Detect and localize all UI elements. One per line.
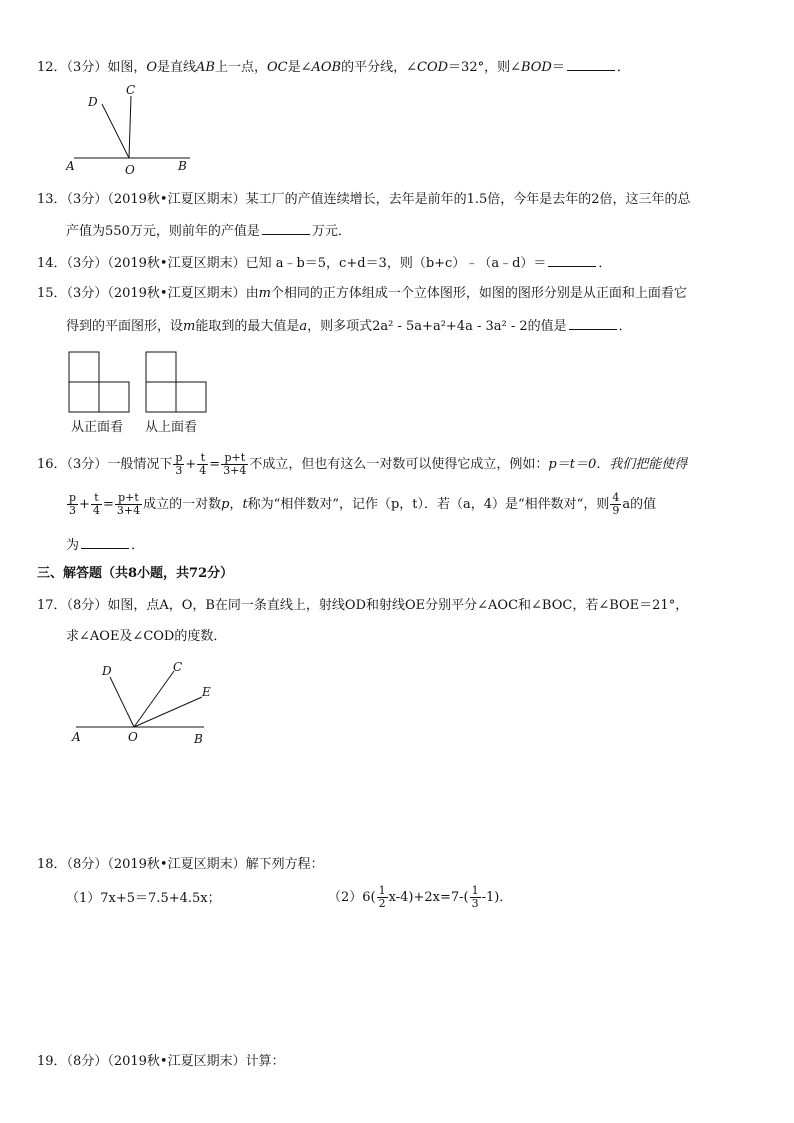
- q13-line1: 13．（3分）（2019秋•江夏区期末）某工厂的产值连续增长，去年是前年的1.5倍，今年是去年的2倍，这三年的总: [37, 192, 691, 207]
- q16-line2: $\frac{p}{3}$ + $\frac{t}{4}$ = $\frac{p+t}{3+4}$ 成立的一对数p，t称为“相伴数对”，记作（p，t）．若（a，4）是“相伴数对“，则 $\frac{4}{9}$ a的值: [69, 491, 657, 517]
- answer-blank[interactable]: [569, 315, 617, 330]
- q16-line1: 16．（3分）一般情况下 $\frac{p}{3}$ + $\frac{t}{4}$ = $\frac{p+t}{3+4}$ 不成立，但也有这么一对数可以使得它成立，例如：p＝t＝0．我们把能使得: [37, 451, 688, 477]
- label-A: A: [66, 159, 75, 173]
- label-O: O: [125, 163, 135, 177]
- label-O: O: [128, 730, 138, 744]
- q14-text: 14．（3分）（2019秋•江夏区期末）已知 a﹣b＝5，c+d＝3，则（b+c）﹣（a﹣d）＝ ．: [37, 252, 611, 274]
- q15-line1: 15．（3分）（2019秋•江夏区期末）由m个相同的正方体组成一个立体图形，如图的图形分别是从正面和上面看它: [37, 286, 687, 301]
- answer-blank[interactable]: [262, 220, 310, 235]
- q16-line3: 为 ．: [66, 534, 144, 556]
- caption-front-view: 从正面看: [71, 420, 124, 435]
- q17-figure: [62, 655, 222, 750]
- label-D: D: [102, 664, 112, 678]
- label-E: E: [202, 685, 211, 699]
- q18-part1: （1）7x+5＝7.5+4.5x；: [66, 891, 221, 906]
- section-title: 三、解答题（共8小题，共72分）: [37, 566, 234, 581]
- q19-title: 19．（8分）（2019秋•江夏区期末）计算：: [37, 1054, 285, 1069]
- q15-top-view: [143, 350, 207, 414]
- q17-line2: 求∠AOE及∠COD的度数．: [66, 629, 227, 644]
- answer-blank[interactable]: [567, 56, 615, 71]
- label-A: A: [72, 730, 81, 744]
- q12-figure: [60, 82, 200, 177]
- q12-text: 12．（3分）如图，O是直线AB上一点，OC是∠AOB的平分线，∠COD＝32°，则∠BOD＝ ．: [37, 56, 630, 78]
- q15-front-view: [68, 350, 132, 414]
- answer-blank[interactable]: [81, 534, 129, 549]
- q18-part2: （2）6( $\frac{1}{2}$ x-4)+2x=7-( $\frac{1}{3}$ -1)．: [328, 884, 513, 910]
- q13-line2: 产值为550万元，则前年的产值是 万元．: [66, 220, 351, 242]
- label-D: D: [88, 95, 98, 109]
- label-C: C: [126, 83, 136, 97]
- label-B: B: [194, 732, 203, 746]
- q18-title: 18．（8分）（2019秋•江夏区期末）解下列方程：: [37, 857, 324, 872]
- label-B: B: [178, 159, 187, 173]
- answer-blank[interactable]: [548, 252, 596, 267]
- label-C: C: [173, 660, 183, 674]
- caption-top-view: 从上面看: [145, 420, 198, 435]
- q17-line1: 17．（8分）如图，点A，O，B在同一条直线上，射线OD和射线OE分别平分∠AOC和∠BOC，若∠BOE＝21°，: [37, 598, 689, 613]
- q15-line2: 得到的平面图形，设m能取到的最大值是a，则多项式2a² - 5a+a²+4a - 3a² - 2的值是 ．: [66, 315, 632, 337]
